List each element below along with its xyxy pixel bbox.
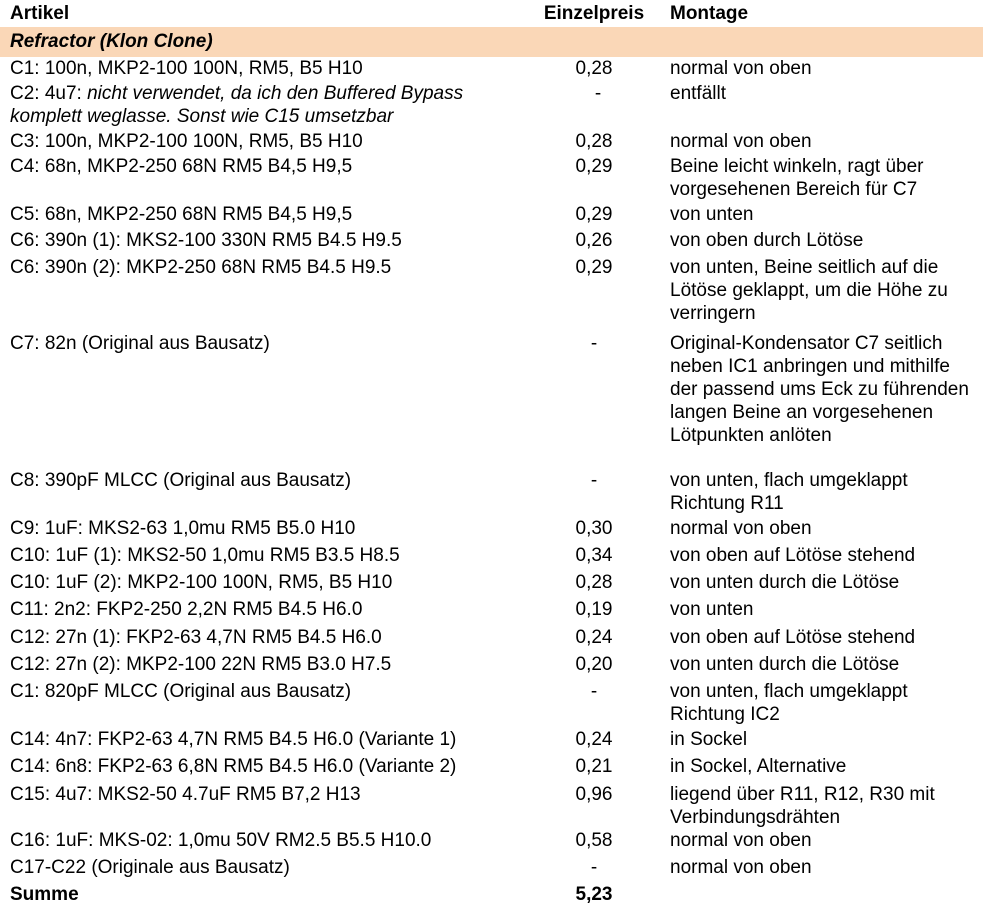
table-row[interactable] — [0, 544, 991, 571]
cell-montage: von unten, flach umgeklappt Richtung R11 — [670, 470, 908, 514]
cell-montage: von oben durch Lötöse — [670, 230, 864, 251]
cell-einzelpreis: 0,29 — [575, 204, 613, 225]
cell-artikel: C14: 4n7: FKP2-63 4,7N RM5 B4.5 H6.0 (Variante 1) — [10, 729, 457, 750]
cell-einzelpreis: - — [590, 681, 598, 702]
cell-artikel: C12: 27n (2): MKP2-100 22N RM5 B3.0 H7.5 — [10, 654, 392, 675]
cell-einzelpreis: - — [594, 83, 602, 104]
table-row[interactable] — [0, 626, 991, 653]
table-row[interactable] — [0, 728, 991, 755]
cell-artikel: C15: 4u7: MKS2-50 4.7uF RM5 B7,2 H13 — [10, 784, 361, 805]
table-row[interactable] — [0, 57, 991, 82]
artikel-note: nicht verwendet, da ich den Buffered Bypass komplett weglasse. Sonst wie C15 umsetzbar — [10, 83, 464, 127]
cell-montage: in Sockel, Alternative — [670, 756, 847, 777]
header-row — [0, 0, 991, 27]
cell-artikel: C10: 1uF (1): MKS2-50 1,0mu RM5 B3.5 H8.5 — [10, 545, 400, 566]
header-montage[interactable]: Montage — [670, 3, 749, 24]
table-row[interactable] — [0, 598, 991, 626]
header-artikel[interactable]: Artikel — [10, 3, 70, 24]
summary-row[interactable] — [0, 883, 991, 907]
cell-einzelpreis: - — [590, 857, 598, 878]
table-row[interactable] — [0, 829, 991, 856]
table-row[interactable] — [0, 755, 991, 783]
cell-einzelpreis: 0,58 — [575, 830, 613, 851]
cell-artikel: C1: 100n, MKP2-100 100N, RM5, B5 H10 — [10, 58, 363, 79]
cell-montage: liegend über R11, R12, R30 mit Verbindungsdrähten — [670, 784, 935, 828]
table-row[interactable] — [0, 571, 991, 598]
summary-total: 5,23 — [575, 884, 613, 905]
cell-einzelpreis: 0,29 — [575, 156, 613, 177]
cell-montage: Original-Kondensator C7 seitlich neben IC1 anbringen und mithilfe der passend ums Eck zu führenden langen Beine an vorgesehenen Lötpunkten anlöten — [670, 333, 969, 446]
cell-montage: von oben auf Lötöse stehend — [670, 545, 916, 566]
cell-montage: Beine leicht winkeln, ragt über vorgesehenen Bereich für C7 — [670, 156, 924, 200]
cell-einzelpreis: 0,20 — [575, 654, 613, 675]
cell-einzelpreis: 0,24 — [575, 627, 613, 648]
cell-artikel: C6: 390n (2): MKP2-250 68N RM5 B4.5 H9.5 — [10, 257, 392, 278]
cell-artikel: C16: 1uF: MKS-02: 1,0mu 50V RM2.5 B5.5 H10.0 — [10, 830, 432, 851]
table-row[interactable] — [0, 332, 991, 469]
table-row[interactable] — [0, 783, 991, 829]
cell-einzelpreis: 0,29 — [575, 257, 613, 278]
cell-montage: von unten durch die Lötöse — [670, 654, 900, 675]
artikel-prefix: C2: 4u7: — [10, 83, 88, 104]
cell-artikel: C10: 1uF (2): MKP2-100 100N, RM5, B5 H10 — [10, 572, 393, 593]
cell-einzelpreis: 0,21 — [575, 756, 613, 777]
cell-einzelpreis: 0,96 — [575, 784, 613, 805]
cell-artikel: C9: 1uF: MKS2-63 1,0mu RM5 B5.0 H10 — [10, 518, 356, 539]
cell-artikel — [0, 82, 535, 128]
cell-artikel: C1: 820pF MLCC (Original aus Bausatz) — [10, 681, 352, 702]
section-row[interactable] — [0, 27, 983, 57]
section-title: Refractor (Klon Clone) — [10, 31, 213, 52]
cell-einzelpreis: 0,28 — [575, 58, 613, 79]
cell-montage: von unten, flach umgeklappt Richtung IC2 — [670, 681, 908, 725]
table-row[interactable] — [0, 653, 991, 680]
cell-montage: von unten — [670, 204, 754, 225]
summary-label: Summe — [10, 884, 79, 905]
cell-montage: von unten, Beine seitlich auf die Lötöse geklappt, um die Höhe zu verringern — [670, 257, 948, 324]
cell-einzelpreis: 0,30 — [575, 518, 613, 539]
cell-artikel: C8: 390pF MLCC (Original aus Bausatz) — [10, 470, 352, 491]
cell-montage: von oben auf Lötöse stehend — [670, 627, 916, 648]
cell-einzelpreis: - — [590, 333, 598, 354]
cell-montage: von unten — [670, 599, 754, 620]
cell-einzelpreis: 0,26 — [575, 230, 613, 251]
cell-artikel: C14: 6n8: FKP2-63 6,8N RM5 B4.5 H6.0 (Variante 2) — [10, 756, 457, 777]
cell-montage: von unten durch die Lötöse — [670, 572, 900, 593]
table-row[interactable] — [0, 155, 991, 203]
header-einzelpreis[interactable]: Einzelpreis — [543, 3, 645, 24]
cell-artikel: C7: 82n (Original aus Bausatz) — [10, 333, 270, 354]
cell-einzelpreis: 0,28 — [575, 131, 613, 152]
cell-artikel: C11: 2n2: FKP2-250 2,2N RM5 B4.5 H6.0 — [10, 599, 363, 620]
cell-montage: in Sockel — [670, 729, 748, 750]
table-row[interactable] — [0, 229, 991, 256]
cell-artikel: C5: 68n, MKP2-250 68N RM5 B4,5 H9,5 — [10, 204, 353, 225]
table-row[interactable] — [0, 256, 991, 332]
cell-einzelpreis: 0,28 — [575, 572, 613, 593]
table-row[interactable] — [0, 203, 991, 229]
cell-artikel: C6: 390n (1): MKS2-100 330N RM5 B4.5 H9.5 — [10, 230, 402, 251]
cell-montage: normal von oben — [670, 131, 812, 152]
cell-montage: normal von oben — [670, 58, 812, 79]
table-row[interactable] — [0, 82, 991, 130]
cell-einzelpreis: - — [590, 470, 598, 491]
cell-artikel: C4: 68n, MKP2-250 68N RM5 B4,5 H9,5 — [10, 156, 353, 177]
cell-artikel: C12: 27n (1): FKP2-63 4,7N RM5 B4.5 H6.0 — [10, 627, 382, 648]
cell-einzelpreis: 0,34 — [575, 545, 613, 566]
cell-artikel: C3: 100n, MKP2-100 100N, RM5, B5 H10 — [10, 131, 363, 152]
cell-montage: normal von oben — [670, 518, 812, 539]
table-row[interactable] — [0, 469, 991, 517]
cell-artikel: C17-C22 (Originale aus Bausatz) — [10, 857, 290, 878]
cell-einzelpreis: 0,19 — [575, 599, 613, 620]
table-row[interactable] — [0, 517, 991, 544]
table-row[interactable] — [0, 680, 991, 728]
cell-montage: entfällt — [670, 83, 726, 104]
table-row[interactable] — [0, 130, 991, 155]
cell-einzelpreis: 0,24 — [575, 729, 613, 750]
cell-montage: normal von oben — [670, 857, 812, 878]
table-row[interactable] — [0, 856, 991, 883]
cell-montage: normal von oben — [670, 830, 812, 851]
